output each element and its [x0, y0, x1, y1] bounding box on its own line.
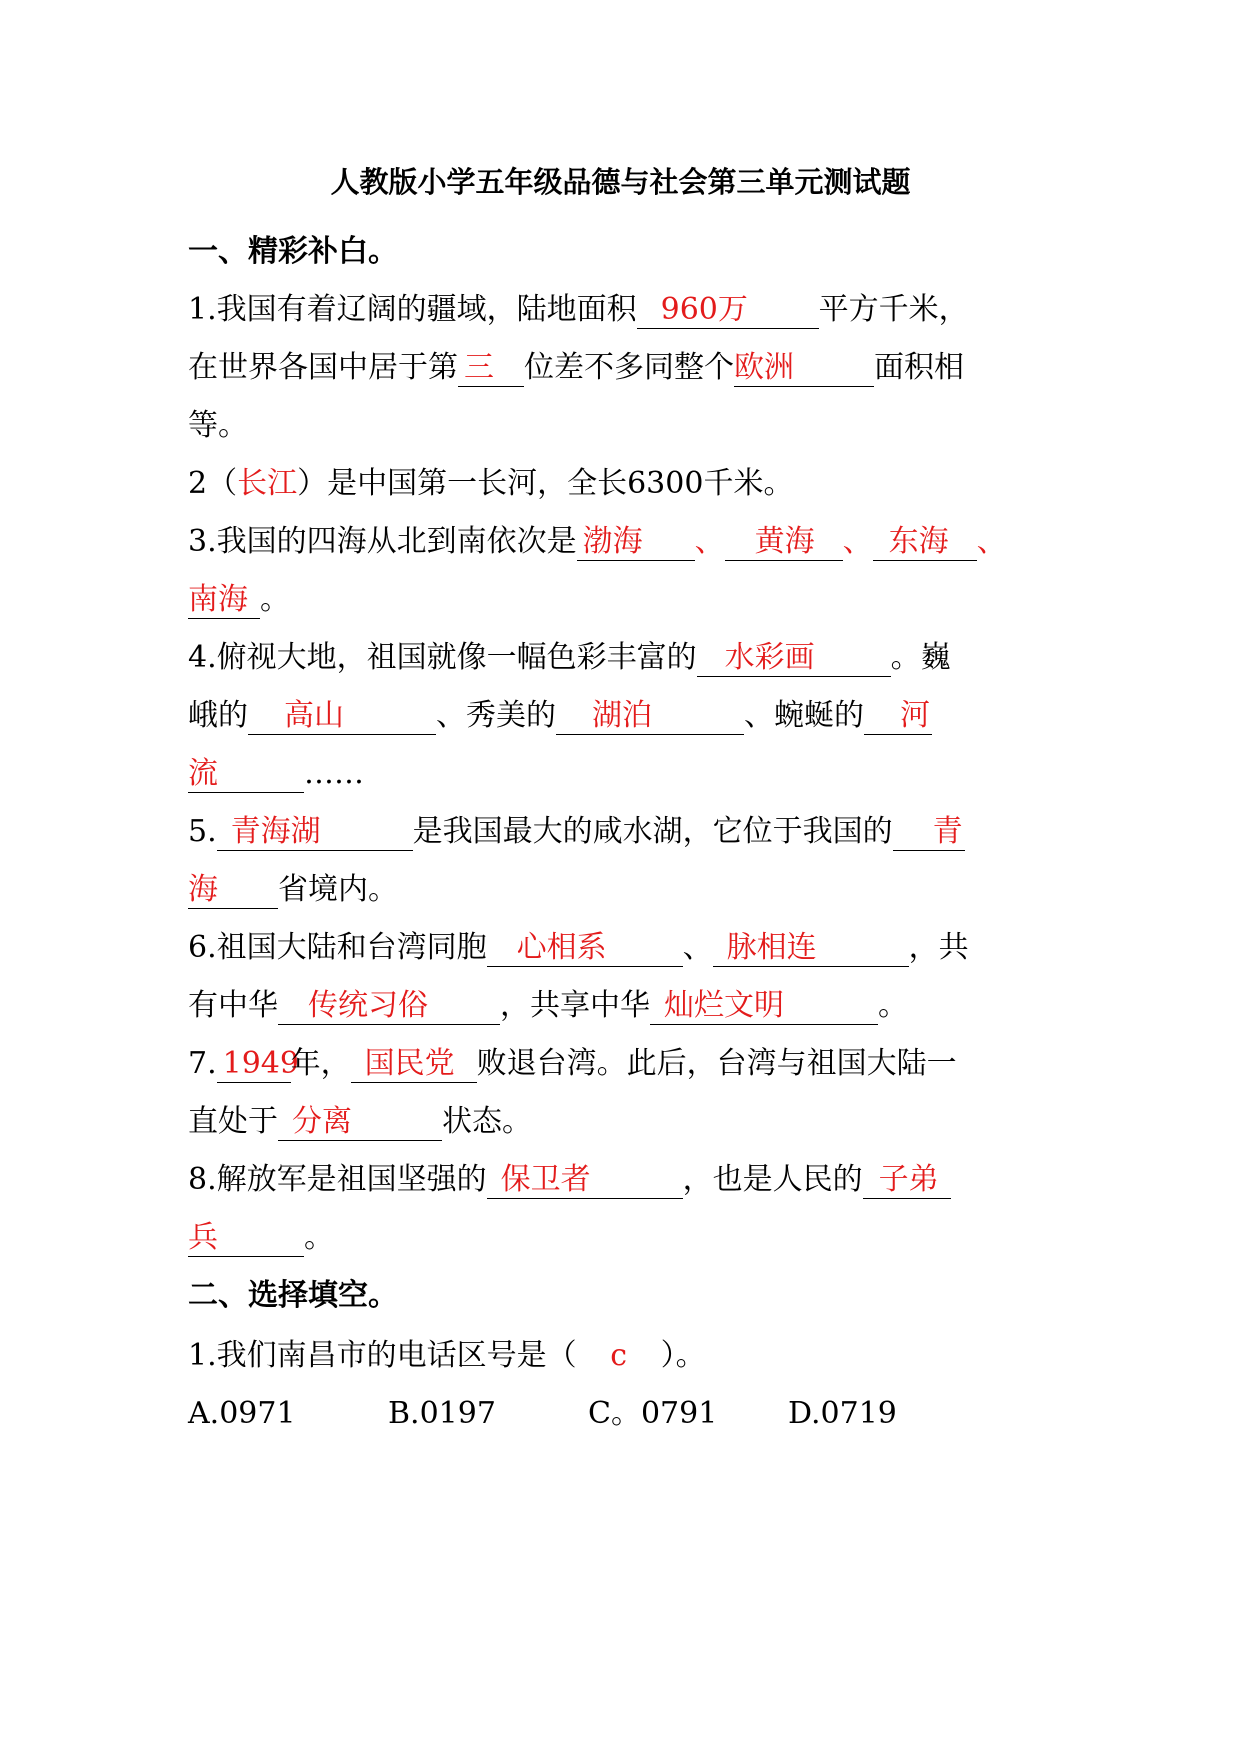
question-1-line-2: 在世界各国中居于第 三 位差不多同整个欧洲 面积相	[188, 350, 964, 385]
section-heading-multiple-choice: 二、选择填空。	[188, 1278, 398, 1313]
question-5-line-1: 5. 青海湖 是我国最大的咸水湖，它位于我国的 青	[188, 814, 963, 849]
question-6-line-2: 有中华 传统习俗 ，共享中华 灿烂文明 。	[188, 988, 908, 1023]
answer-blank: 海	[188, 872, 278, 909]
question-6-line-1: 6.祖国大陆和台湾同胞 心相系 、 脉相连 ，共	[188, 930, 969, 965]
answer-blank: 灿烂文明	[650, 988, 878, 1025]
question-1-line-3: 等。	[188, 408, 248, 443]
answer-blank: 湖泊	[556, 698, 744, 735]
answer-blank: 1949	[217, 1046, 291, 1083]
page-title: 人教版小学五年级品德与社会第三单元测试题	[330, 165, 911, 199]
answer-blank: 青海湖	[217, 814, 413, 851]
option-c: C。0791	[588, 1396, 718, 1431]
answer-blank: 黄海	[725, 524, 843, 561]
section-heading-fill-blank: 一、精彩补白。	[188, 234, 398, 269]
question-8-line-2: 兵 。	[188, 1220, 334, 1255]
option-d: D.0719	[788, 1396, 897, 1431]
answer-blank: 保卫者	[487, 1162, 683, 1199]
answer-blank: 水彩画	[697, 640, 891, 677]
question-4-line-1: 4.俯视大地，祖国就像一幅色彩丰富的 水彩画 。巍	[188, 640, 951, 675]
answer-blank: 东海	[873, 524, 977, 561]
question-1-line-1: 1.我国有着辽阔的疆域，陆地面积 960万 平方千米，	[188, 292, 969, 327]
option-b: B.0197	[388, 1396, 496, 1431]
answer-blank: 南海	[188, 582, 260, 619]
answer-blank: 三	[458, 350, 524, 387]
question-3-line-2: 南海 。	[188, 582, 290, 617]
question-5-line-2: 海 省境内。	[188, 872, 398, 907]
question-7-line-1: 7. 1949年， 国民党 败退台湾。此后，台湾与祖国大陆一	[188, 1046, 957, 1081]
answer-blank: 青	[893, 814, 965, 851]
answer-blank: 渤海	[577, 524, 695, 561]
answer-blank: 960万	[637, 292, 819, 329]
answer-blank: 国民党	[351, 1046, 477, 1083]
choice-question-1: 1.我们南昌市的电话区号是（ c ）。	[188, 1336, 1091, 1376]
answer-blank: 脉相连	[713, 930, 909, 967]
question-8-line-1: 8.解放军是祖国坚强的 保卫者 ，也是人民的 子弟	[188, 1160, 1091, 1200]
answer-blank: 流	[188, 756, 304, 793]
question-4-line-2: 峨的 高山 、秀美的 湖泊 、蜿蜒的 河	[188, 698, 930, 733]
answer-text: c	[610, 1338, 628, 1373]
question-2: 2（长江）是中国第一长河，全长6300千米。	[188, 466, 794, 501]
answer-blank: 欧洲	[734, 350, 874, 387]
choice-options	[188, 1394, 1091, 1434]
option-a: A.0971	[188, 1396, 296, 1431]
answer-text: 长江	[237, 466, 298, 501]
question-3-line-1: 3.我国的四海从北到南依次是 渤海 、 黄海 、 东海 、	[188, 524, 1007, 559]
answer-blank: 子弟	[863, 1162, 951, 1199]
question-7-line-2: 直处于 分离 状态。	[188, 1104, 532, 1139]
answer-blank: 分离	[278, 1104, 442, 1141]
answer-blank: 传统习俗	[278, 988, 500, 1025]
answer-blank: 兵	[188, 1220, 304, 1257]
answer-blank: 河	[864, 698, 932, 735]
answer-blank: 心相系	[487, 930, 683, 967]
answer-blank: 高山	[248, 698, 436, 735]
question-4-line-3: 流 ……	[188, 756, 364, 791]
